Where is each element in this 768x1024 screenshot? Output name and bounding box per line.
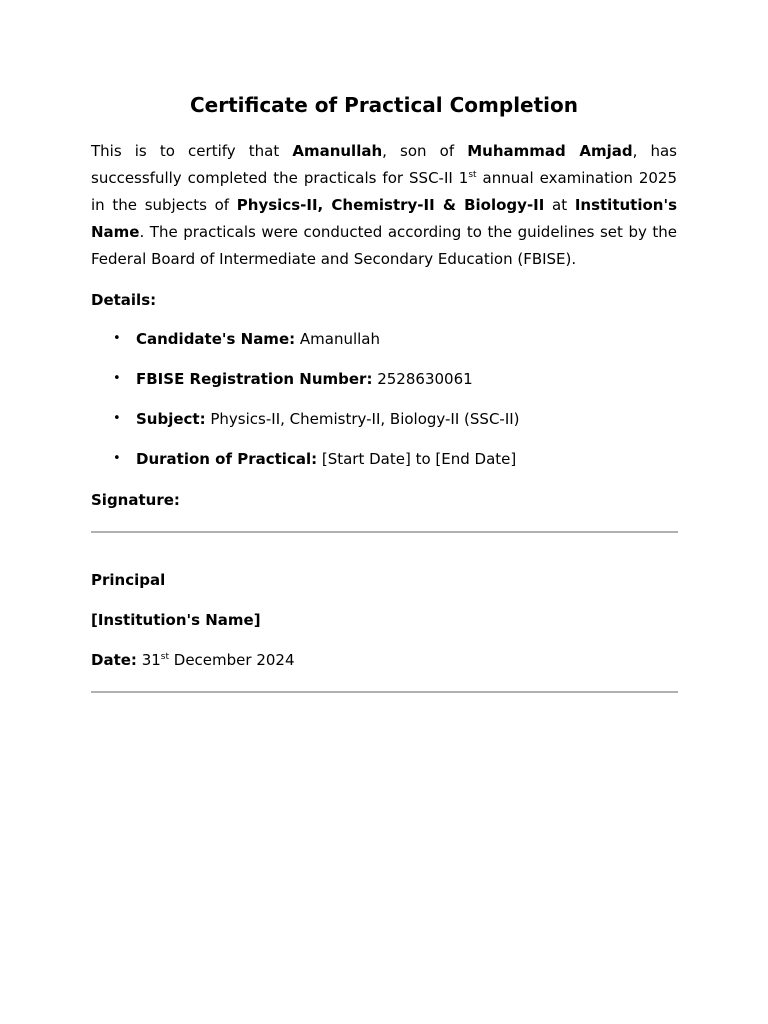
detail-item-candidate-name	[91, 329, 677, 349]
subjects-list: Physics-II, Chemistry-II & Biology-II	[236, 196, 545, 214]
detail-item-registration-number	[91, 369, 677, 389]
date-line	[91, 650, 295, 670]
bottom-divider	[91, 691, 678, 693]
signature-divider	[91, 531, 678, 533]
intro-text: . The practicals were conducted according to the guidelines set by the Federal Board of Intermediate and Secondary Education (FBISE).	[91, 223, 677, 268]
bullet-icon: •	[113, 371, 121, 386]
detail-label: Duration of Practical:	[136, 450, 318, 468]
date-label: Date:	[91, 651, 137, 669]
certificate-title: Certificate of Practical Completion	[189, 93, 579, 117]
father-name: Muhammad Amjad	[467, 142, 633, 160]
bullet-icon: •	[113, 331, 121, 346]
intro-text: annual examination 2025 in the subjects of	[91, 169, 678, 214]
intro-text: , has successfully completed the practicals for SSC-II 1	[91, 142, 677, 187]
ordinal-suffix: st	[468, 170, 477, 180]
detail-item-subject	[91, 409, 677, 429]
detail-value: 2528630061	[372, 370, 473, 388]
detail-label: Subject:	[136, 410, 206, 428]
date-rest: December 2024	[169, 651, 295, 669]
intro-text: , son of	[382, 142, 468, 160]
bullet-icon: •	[113, 451, 121, 466]
detail-item-duration	[91, 449, 677, 469]
certificate-intro-paragraph	[91, 138, 677, 273]
intro-text: This is to certify that	[91, 142, 293, 160]
details-list	[91, 329, 677, 489]
detail-value: [Start Date] to [End Date]	[317, 450, 517, 468]
principal-label: Principal	[91, 571, 166, 589]
detail-label: Candidate's Name:	[136, 330, 296, 348]
detail-value: Physics-II, Chemistry-II, Biology-II (SSC-II)	[205, 410, 520, 428]
candidate-name: Amanullah	[292, 142, 383, 160]
date-ordinal-suffix: st	[160, 652, 169, 662]
bullet-icon: •	[113, 411, 121, 426]
institution-placeholder: [Institution's Name]	[91, 611, 261, 629]
signature-label: Signature:	[91, 491, 180, 509]
detail-label: FBISE Registration Number:	[136, 370, 373, 388]
date-day: 31	[136, 651, 161, 669]
detail-value: Amanullah	[295, 330, 381, 348]
intro-text: at	[544, 196, 575, 214]
details-heading: Details:	[91, 291, 157, 309]
institution-name: Institution's Name	[91, 196, 677, 241]
